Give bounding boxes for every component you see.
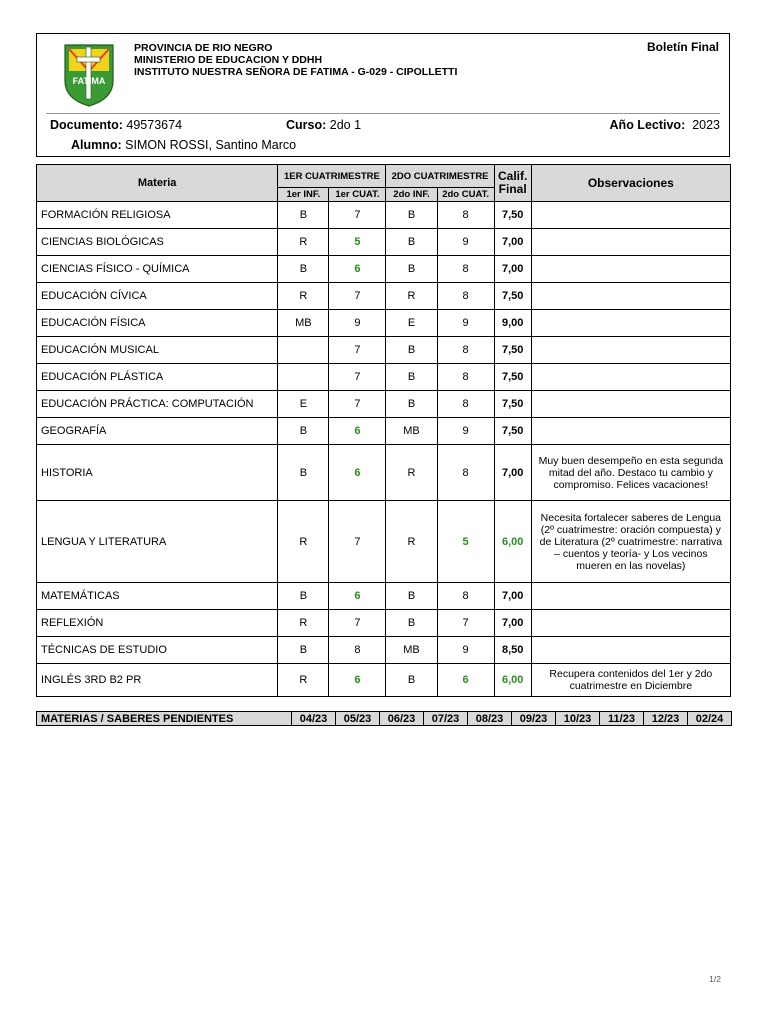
- pending-month-cell: 02/24: [688, 712, 732, 726]
- second-report-grade: R: [386, 283, 437, 310]
- grade-row: [37, 391, 731, 418]
- observations-cell: [531, 637, 730, 664]
- subheader-2do-inf: 2do INF.: [386, 188, 437, 202]
- final-grade: 7,50: [494, 391, 531, 418]
- second-report-grade: B: [386, 229, 437, 256]
- second-term-grade: 9: [437, 310, 494, 337]
- first-report-grade: B: [278, 637, 329, 664]
- alumno-label: Alumno:: [71, 138, 122, 152]
- first-term-grade: 6: [329, 445, 386, 501]
- second-report-grade: B: [386, 391, 437, 418]
- subject-name: EDUCACIÓN FÍSICA: [37, 310, 278, 337]
- first-term-grade: 7: [329, 283, 386, 310]
- second-report-grade: E: [386, 310, 437, 337]
- pending-month-cell: 10/23: [556, 712, 600, 726]
- subheader-1er-inf: 1er INF.: [278, 188, 329, 202]
- first-term-grade: 7: [329, 337, 386, 364]
- first-term-grade: 7: [329, 501, 386, 583]
- first-report-grade: R: [278, 283, 329, 310]
- first-term-grade: 6: [329, 256, 386, 283]
- pending-month-cell: 08/23: [468, 712, 512, 726]
- grade-row: [37, 610, 731, 637]
- col-header-calif-final: [494, 165, 531, 202]
- subheader-1er-cuat: 1er CUAT.: [329, 188, 386, 202]
- first-term-grade: 7: [329, 364, 386, 391]
- col-header-cuat2: 2DO CUATRIMESTRE: [386, 165, 494, 188]
- final-grade: 7,50: [494, 364, 531, 391]
- second-term-grade: 5: [437, 501, 494, 583]
- observations-cell: [531, 283, 730, 310]
- second-report-grade: B: [386, 364, 437, 391]
- documento-field: [50, 118, 182, 132]
- final-grade: 7,00: [494, 229, 531, 256]
- subject-name: TÉCNICAS DE ESTUDIO: [37, 637, 278, 664]
- documento-value: 49573674: [126, 118, 183, 132]
- first-term-grade: 7: [329, 610, 386, 637]
- alumno-value: SIMON ROSSI, Santino Marco: [125, 138, 297, 152]
- second-report-grade: R: [386, 501, 437, 583]
- second-term-grade: 8: [437, 283, 494, 310]
- final-grade: 7,00: [494, 583, 531, 610]
- province-line: PROVINCIA DE RIO NEGRO: [134, 42, 273, 54]
- second-term-grade: 8: [437, 583, 494, 610]
- pending-month-cell: 04/23: [292, 712, 336, 726]
- final-grade: 9,00: [494, 310, 531, 337]
- subject-name: EDUCACIÓN PRÁCTICA: COMPUTACIÓN: [37, 391, 278, 418]
- second-term-grade: 8: [437, 256, 494, 283]
- second-report-grade: MB: [386, 418, 437, 445]
- pending-month-cell: 05/23: [336, 712, 380, 726]
- subject-name: INGLÉS 3RD B2 PR: [37, 664, 278, 697]
- first-report-grade: B: [278, 202, 329, 229]
- final-grade: 6,00: [494, 501, 531, 583]
- second-report-grade: B: [386, 583, 437, 610]
- second-term-grade: 9: [437, 229, 494, 256]
- first-term-grade: 5: [329, 229, 386, 256]
- second-term-grade: 8: [437, 337, 494, 364]
- second-term-grade: 9: [437, 637, 494, 664]
- first-term-grade: 7: [329, 391, 386, 418]
- observations-cell: Recupera contenidos del 1er y 2do cuatrimestre en Diciembre: [531, 664, 730, 697]
- second-term-grade: 8: [437, 202, 494, 229]
- second-report-grade: R: [386, 445, 437, 501]
- subject-name: FORMACIÓN RELIGIOSA: [37, 202, 278, 229]
- col-header-cuat1: 1ER CUATRIMESTRE: [278, 165, 386, 188]
- report-header: [36, 33, 730, 157]
- observations-cell: [531, 256, 730, 283]
- grade-row: [37, 310, 731, 337]
- subject-name: EDUCACIÓN MUSICAL: [37, 337, 278, 364]
- grade-row: [37, 501, 731, 583]
- anio-lectivo-value: 2023: [692, 118, 720, 132]
- anio-lectivo-field: [610, 118, 720, 132]
- anio-lectivo-label: Año Lectivo:: [609, 118, 686, 132]
- grade-rows: [37, 202, 731, 697]
- observations-cell: [531, 229, 730, 256]
- subject-name: GEOGRAFÍA: [37, 418, 278, 445]
- observations-cell: [531, 337, 730, 364]
- final-grade: 6,00: [494, 664, 531, 697]
- first-term-grade: 7: [329, 202, 386, 229]
- second-term-grade: 8: [437, 364, 494, 391]
- curso-label: Curso:: [286, 118, 327, 132]
- final-grade: 7,00: [494, 610, 531, 637]
- curso-field: [286, 118, 361, 132]
- first-report-grade: E: [278, 391, 329, 418]
- final-grade: 7,50: [494, 337, 531, 364]
- final-grade: 7,50: [494, 418, 531, 445]
- subject-name: LENGUA Y LITERATURA: [37, 501, 278, 583]
- second-term-grade: 7: [437, 610, 494, 637]
- ministry-line: MINISTERIO DE EDUCACION Y DDHH: [134, 54, 323, 66]
- grade-row: [37, 337, 731, 364]
- grade-row: [37, 583, 731, 610]
- subject-name: EDUCACIÓN PLÁSTICA: [37, 364, 278, 391]
- second-term-grade: 6: [437, 664, 494, 697]
- first-report-grade: B: [278, 256, 329, 283]
- second-term-grade: 8: [437, 391, 494, 418]
- header-divider: [46, 113, 720, 114]
- subject-name: CIENCIAS FÍSICO - QUÍMICA: [37, 256, 278, 283]
- documento-label: Documento:: [50, 118, 123, 132]
- subject-name: REFLEXIÓN: [37, 610, 278, 637]
- grade-row: [37, 637, 731, 664]
- observations-cell: [531, 364, 730, 391]
- pending-month-cell: 09/23: [512, 712, 556, 726]
- grade-row: [37, 202, 731, 229]
- col-header-observaciones: Observaciones: [531, 165, 730, 202]
- first-term-grade: 6: [329, 583, 386, 610]
- pending-month-cell: 07/23: [424, 712, 468, 726]
- subject-name: CIENCIAS BIOLÓGICAS: [37, 229, 278, 256]
- second-term-grade: 8: [437, 445, 494, 501]
- first-report-grade: [278, 364, 329, 391]
- grade-row: [37, 445, 731, 501]
- first-report-grade: R: [278, 610, 329, 637]
- first-term-grade: 9: [329, 310, 386, 337]
- second-report-grade: B: [386, 256, 437, 283]
- grade-row: [37, 364, 731, 391]
- institute-line: INSTITUTO NUESTRA SEÑORA DE FATIMA - G-029 - CIPOLLETTI: [134, 66, 458, 78]
- final-grade: 7,50: [494, 202, 531, 229]
- grade-row: [37, 283, 731, 310]
- school-name-block: [134, 42, 457, 78]
- first-report-grade: R: [278, 229, 329, 256]
- observations-cell: [531, 202, 730, 229]
- first-report-grade: R: [278, 501, 329, 583]
- observations-cell: [531, 610, 730, 637]
- first-report-grade: R: [278, 664, 329, 697]
- observations-cell: Necesita fortalecer saberes de Lengua (2º cuatrimestre: oración compuesta) y de Literatura (2º cuatrimestre: narrativa – cuentos y teoría- y Los vecinos mueren en las novelas): [531, 501, 730, 583]
- second-report-grade: B: [386, 664, 437, 697]
- subheader-2do-cuat: 2do CUAT.: [437, 188, 494, 202]
- observations-cell: Muy buen desempeño en esta segunda mitad del año. Destaco tu cambio y compromiso. Felices vacaciones!: [531, 445, 730, 501]
- final-grade: 7,00: [494, 256, 531, 283]
- observations-cell: [531, 583, 730, 610]
- alumno-field: [71, 138, 296, 152]
- final-grade: 7,00: [494, 445, 531, 501]
- pending-month-cell: 11/23: [600, 712, 644, 726]
- curso-value: 2do 1: [329, 118, 362, 132]
- first-report-grade: B: [278, 445, 329, 501]
- first-report-grade: [278, 337, 329, 364]
- observations-cell: [531, 310, 730, 337]
- second-term-grade: 9: [437, 418, 494, 445]
- second-report-grade: MB: [386, 637, 437, 664]
- grade-row: [37, 418, 731, 445]
- pending-month-cell: 06/23: [380, 712, 424, 726]
- grade-row: [37, 664, 731, 697]
- final-label: Final: [498, 182, 527, 196]
- logo-text: FATIMA: [72, 76, 106, 86]
- col-header-materia: Materia: [37, 165, 278, 202]
- subject-name: HISTORIA: [37, 445, 278, 501]
- first-term-grade: 6: [329, 418, 386, 445]
- final-grade: 8,50: [494, 637, 531, 664]
- subject-name: EDUCACIÓN CÍVICA: [37, 283, 278, 310]
- first-report-grade: B: [278, 583, 329, 610]
- document-type-title: Boletín Final: [647, 40, 719, 54]
- calif-label: Calif.: [497, 169, 528, 183]
- subject-name: MATEMÁTICAS: [37, 583, 278, 610]
- first-term-grade: 8: [329, 637, 386, 664]
- first-report-grade: MB: [278, 310, 329, 337]
- grade-row: [37, 256, 731, 283]
- observations-cell: [531, 418, 730, 445]
- second-report-grade: B: [386, 610, 437, 637]
- second-report-grade: B: [386, 202, 437, 229]
- page-number: 1/2: [709, 974, 721, 984]
- first-term-grade: 6: [329, 664, 386, 697]
- pending-month-cell: 12/23: [644, 712, 688, 726]
- school-crest-logo: [63, 41, 115, 107]
- grades-table: [36, 164, 731, 697]
- pending-subjects-bar: [36, 711, 732, 726]
- pending-label: MATERIAS / SABERES PENDIENTES: [37, 712, 292, 726]
- first-report-grade: B: [278, 418, 329, 445]
- observations-cell: [531, 391, 730, 418]
- final-grade: 7,50: [494, 283, 531, 310]
- grade-row: [37, 229, 731, 256]
- second-report-grade: B: [386, 337, 437, 364]
